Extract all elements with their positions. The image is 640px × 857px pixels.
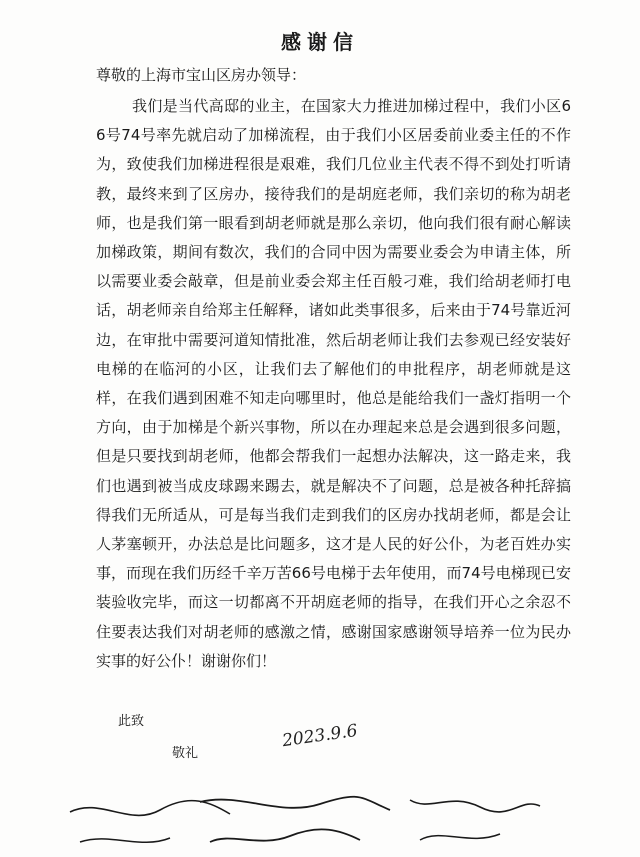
signature-scribbles: [60, 792, 580, 852]
signature-stroke-1: [70, 801, 230, 816]
letter-body: 我们是当代高邸的业主，在国家大力推进加梯过程中，我们小区66号74号率先就启动了加梯流程，由于我们小区居委前业委主任的不作为，致使我们加梯进程很是艰难，我们几位业主代表不得不到处打听请教，最终来到了区房办，接待我们的是胡庭老师，我们亲切的称为胡老师，也是我们第一眼看到胡老师就是那么亲切，他向我们很有耐心解读加梯政策，期间有数次，我们的合同中因为需要业委会为申请主体，所以需要业委会敲章，但是前业委会郑主任百般刁难，我们给胡老师打电话，胡老师亲自给郑主任解释，诸如此类事很多，后来由于74号靠近河边，在审批中需要河道知情批准，然后胡老师让我们去参观已经安装好电梯的在临河的小区，让我们去了解他们的申批程序，胡老师就是这样，在我们遇到困难不知走向哪里时，他总是能给我们一盏灯指明一个方向，由于加梯是个新兴事物，所以在办理起来总是会遇到很多问题，但是只要找到胡老师，他都会帮我们一起想办法解决，这一路走来，我们也遇到被当成皮球踢来踢去，就是解决不了问题，总是被各种托辞搞得我们无所适从，可是每当我们走到我们的区房办找胡老师，都是会让人茅塞顿开，办法总是比问题多，这才是人民的好公仆，为老百姓办实事，而现在我们历经千辛万苦66号电梯于去年使用，而74号电梯现已安装验收完毕，而这一切都离不开胡庭老师的指导，在我们开心之余忍不住要表达我们对胡老师的感激之情，感谢国家感谢领导培养一位为民办实事的好公仆！谢谢你们！: [96, 97, 571, 670]
signature-stroke-6: [420, 834, 500, 840]
handwritten-date: 2023.9.6: [280, 720, 359, 752]
letter-closing: 此致: [118, 714, 145, 729]
signature-stroke-4: [80, 838, 170, 842]
signature-stroke-3: [410, 800, 540, 812]
signature-stroke-5: [210, 829, 360, 842]
signature-stroke-2: [200, 797, 390, 810]
letter-salutation: 尊敬的上海市宝山区房办领导：: [96, 66, 307, 84]
letter-title: 感谢信: [281, 30, 359, 54]
letter-regards: 敬礼: [172, 746, 199, 761]
